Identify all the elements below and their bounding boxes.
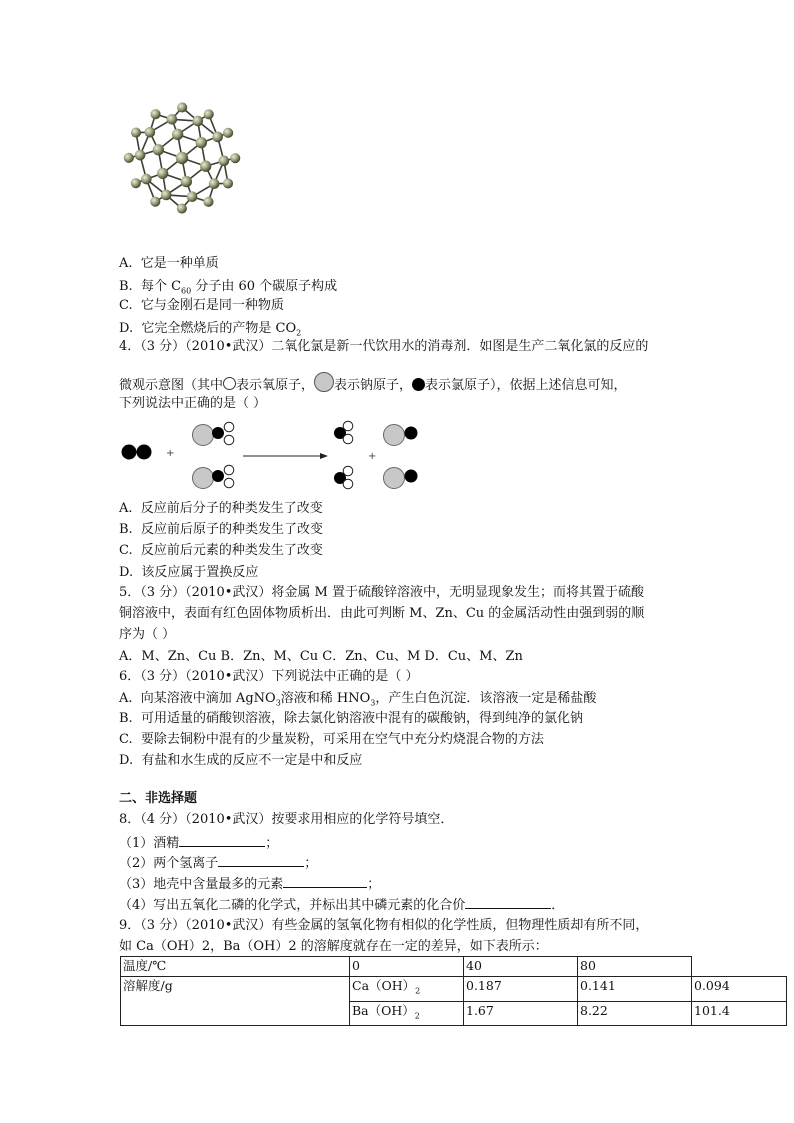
reaction-diagram	[118, 418, 428, 498]
q9-stem-line1: 9．（3 分）（2010•武汉）有些金属的氢氧化物有相似的化学性质，但物理性质却有所不同，	[119, 918, 649, 933]
table-row	[121, 957, 787, 977]
reactant-naclo2-oxygen	[224, 435, 234, 445]
table-cell: 0.141	[578, 977, 692, 1002]
q9-stem-line2: 如 Ca（OH）2，Ba（OH）2 的溶解度就存在一定的差异，如下表所示：	[119, 939, 548, 954]
q3-option-d: D. 它完全燃烧后的产物是 $CO_2$	[119, 321, 302, 338]
q8-item-2: （2）两个氢离子 ；	[119, 853, 317, 873]
c60-atom	[135, 150, 146, 161]
q3-option-a: A. 它是一种单质	[119, 256, 219, 271]
reactant-naclo2-sodium	[193, 425, 214, 446]
table-cell: 0.094	[692, 977, 787, 1002]
oxygen-atom-icon	[223, 377, 236, 390]
c60-atom	[157, 168, 168, 179]
plus-sign-left: +	[166, 448, 175, 459]
reactant-naclo2-oxygen	[224, 478, 234, 488]
c60-atom	[223, 128, 233, 138]
reactant-cl2-atom	[137, 445, 152, 460]
q8-item-4: （4）写出五氧化二磷的化学式，并标出其中磷元素的化合价 ．	[119, 895, 564, 915]
product-clo2-oxygen	[343, 434, 353, 444]
answer-blank[interactable]	[179, 833, 265, 847]
product-nacl-chlorine	[405, 470, 418, 483]
c60-atom	[124, 153, 134, 163]
q4-option-b: B. 反应前后原子的种类发生了改变	[119, 522, 323, 537]
table-cell: 0.187	[464, 977, 578, 1002]
reactant-cl2-atom	[122, 445, 137, 460]
answer-blank[interactable]	[283, 874, 367, 888]
c60-atom	[150, 109, 160, 119]
c60-atom	[209, 178, 220, 189]
table-cell: 8.22	[578, 1001, 692, 1026]
product-clo2-oxygen	[343, 479, 353, 489]
product-nacl-chlorine	[405, 427, 418, 440]
q3-option-c: C. 它与金刚石是同一种物质	[119, 298, 284, 313]
c60-atom	[230, 153, 240, 163]
answer-blank[interactable]	[218, 853, 304, 867]
reactant-naclo2-chlorine	[212, 427, 224, 439]
q5-stem-line1: 5．（3 分）（2010•武汉）将金属 M 置于硫酸锌溶液中，无明显现象发生；而将其置于硫酸	[119, 585, 645, 600]
answer-blank[interactable]	[465, 895, 551, 909]
product-nacl-sodium	[384, 425, 405, 446]
c60-atom	[177, 203, 187, 213]
q3-option-b: B. 每个 $C_{60}$ 分子由 60 个碳原子构成	[119, 279, 338, 296]
q4-stem-line1: 4．（3 分）（2010•武汉）二氧化氯是新一代饮用水的消毒剂．如图是生产二氧化氯的反应的	[119, 339, 649, 354]
c60-atom	[141, 174, 152, 185]
q8-item-3: （3）地壳中含量最多的元素 ；	[119, 874, 380, 894]
sodium-atom-icon	[314, 372, 334, 392]
table-cell: 101.4	[692, 1001, 787, 1026]
q8-item-1: （1）酒精 ；	[119, 833, 278, 853]
product-nacl-sodium	[384, 468, 405, 489]
c60-atom	[196, 137, 207, 148]
q4-stem-line3: 下列说法中正确的是（ ）	[119, 396, 267, 411]
c60-atom	[172, 129, 183, 140]
c60-atom	[167, 114, 178, 125]
table-row	[121, 977, 787, 1002]
c60-atom	[161, 190, 172, 201]
c60-fullerene-image	[118, 96, 248, 222]
c60-atom	[187, 191, 198, 202]
section-heading: 二、非选择题	[119, 791, 198, 806]
table-cell: 0	[350, 957, 464, 977]
table-cell: 80	[578, 957, 692, 977]
plus-sign-right: +	[368, 451, 377, 462]
q8-stem: 8．（4 分）（2010•武汉）按要求用相应的化学符号填空．	[119, 812, 454, 827]
c60-atom	[131, 128, 141, 138]
reaction-arrow-head	[320, 453, 328, 459]
solubility-table	[120, 956, 787, 1026]
c60-atom	[193, 116, 204, 127]
q6-stem: 6．（3 分）（2010•武汉）下列说法中正确的是（ ）	[119, 669, 419, 684]
reactant-naclo2-oxygen	[224, 465, 234, 475]
q4-option-c: C. 反应前后元素的种类发生了改变	[119, 543, 323, 558]
c60-atom	[153, 144, 164, 155]
reactant-naclo2-oxygen	[224, 422, 234, 432]
q4-option-a: A. 反应前后分子的种类发生了改变	[119, 501, 323, 516]
table-cell: $Ba(OH)_2$	[350, 1001, 464, 1026]
q6-option-a: A. 向某溶液中滴加 AgNO$_3$溶液和稀 $HNO_3$，产生白色沉淀．该溶液一定是稀盐酸	[119, 691, 597, 708]
q5-options: A．M、Zn、Cu B．Zn、M、Cu C．Zn、Cu、M D．Cu、M、Zn	[119, 649, 523, 664]
product-clo2-oxygen	[343, 466, 353, 476]
c60-atom	[176, 152, 188, 164]
reactant-naclo2-chlorine	[212, 470, 224, 482]
reactant-naclo2-sodium	[193, 468, 214, 489]
q5-stem-line2: 铜溶液中，表面有红色固体物质析出．由此可判断 M、Zn、Cu 的金属活动性由强到弱的顺	[119, 606, 645, 621]
c60-atom	[150, 197, 160, 207]
q4-option-d: D. 该反应属于置换反应	[119, 565, 259, 580]
product-clo2-oxygen	[343, 421, 353, 431]
chlorine-atom-icon	[412, 378, 425, 391]
c60-atom	[200, 161, 211, 172]
c60-atom	[204, 109, 214, 119]
c60-atom	[219, 156, 230, 167]
q5-stem-line3: 序为（ ）	[119, 627, 176, 642]
q6-option-c: C. 要除去铜粉中混有的少量炭粉，可采用在空气中充分灼烧混合物的方法	[119, 732, 544, 747]
c60-atom	[145, 127, 156, 138]
c60-atom	[223, 178, 233, 188]
q6-option-d: D. 有盐和水生成的反应不一定是中和反应	[119, 753, 363, 768]
q4-stem-line2: 微观示意图（其中 表示氧原子， 表示钠原子， 表示氯原子），依据上述信息可知，	[119, 372, 627, 395]
table-cell: 温度/℃	[121, 957, 350, 977]
table-cell: 40	[464, 957, 578, 977]
c60-atom	[181, 176, 192, 187]
c60-atom	[177, 102, 187, 112]
c60-atom	[203, 197, 213, 207]
c60-atom	[212, 132, 223, 143]
table-cell: $Ca(OH)_2$	[350, 977, 464, 1002]
q6-option-b: B. 可用适量的硝酸钡溶液，除去氯化钠溶液中混有的碳酸钠，得到纯净的氯化钠	[119, 711, 583, 726]
table-cell: 1.67	[464, 1001, 578, 1026]
table-cell: 溶解度/g	[121, 977, 350, 1026]
c60-atom	[131, 178, 141, 188]
